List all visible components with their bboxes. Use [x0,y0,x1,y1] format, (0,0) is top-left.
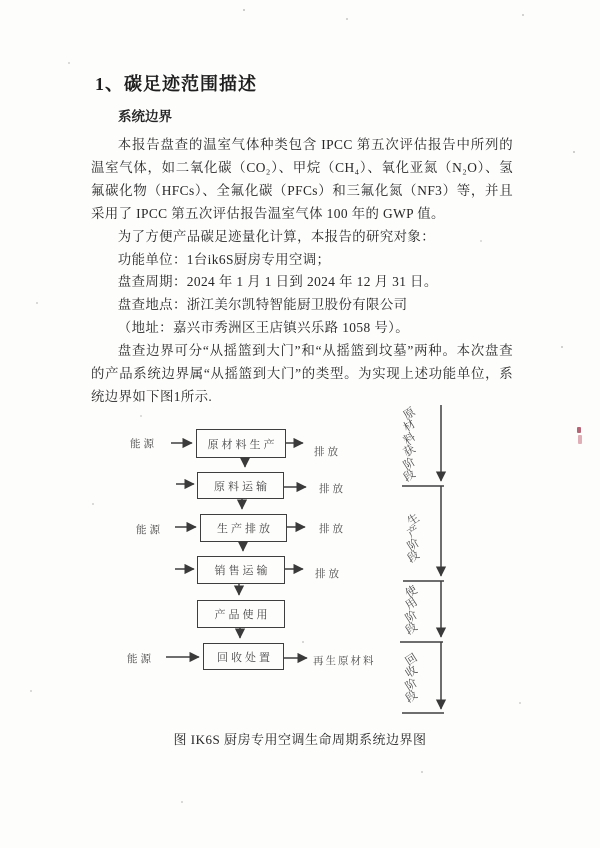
energy-label-1: 能源 [130,439,157,450]
process-box-recycle-disposal: 回收处置 [203,643,284,670]
line-inventory-period: 盘查周期：2024 年 1 月 1 日到 2024 年 12 月 31 日。 [117,274,438,290]
line-address: （地址：嘉兴市秀洲区王店镇兴乐路 1058 号）。 [117,320,409,336]
energy-label-2: 能源 [136,525,163,536]
process-box-material-transport: 原料运输 [197,472,284,499]
emission-label-1: 排放 [314,447,341,458]
line-functional-unit: 功能单位：1台ik6S厨房专用空调； [117,251,331,267]
section-heading: 1、碳足迹范围描述 [95,74,257,94]
stage-label-use: 使 用 阶 段 [403,584,420,638]
red-edge-mark-icon [578,435,582,444]
recycled-material-label: 再生原材料 [313,656,376,667]
emission-label-3: 排放 [319,524,346,535]
red-edge-mark-icon [577,427,581,433]
paragraph-boundary: 盘查边界可分“从摇篮到大门”和“从摇篮到坟墓”两种。本次盘查的产品系统边界属“从摇篮到大门”的类型。为实现上述功能单位，系统边界如下图1所示. [91,343,513,404]
line-inventory-location: 盘查地点：浙江美尔凯特智能厨卫股份有限公司 [117,297,408,313]
paragraph-objective: 为了方便产品碳足迹量化计算，本报告的研究对象： [117,228,435,244]
emission-label-2: 排放 [319,484,346,495]
stage-label-recycle: 回 收 阶 段 [403,652,420,706]
text-block [91,72,513,409]
process-box-sales-transport: 销售运输 [197,556,285,584]
stage-label-production: 生 产 阶 段 [405,512,422,566]
scan-noise-specks [0,0,2,2]
emission-label-4: 排放 [315,569,342,580]
energy-label-3: 能源 [127,654,154,665]
process-box-production-emission: 生产排放 [200,514,287,542]
process-box-raw-material-production: 原材料生产 [196,429,286,458]
paragraph-ghg-scope: 本报告盘查的温室气体种类包含 IPCC 第五次评估报告中所列的温室气体，如二氧化碳（CO₂）、甲烷（CH₄）、氧化亚氮（N₂O）、氢氟碳化物（HFCs）、全氟化碳（PFCs）和三氟化氮（NF3）等，并且采用了 IPCC 第五次评估报告温室气体 100 年的 GWP 值。 [91,137,513,221]
subsection-heading: 系统边界 [118,109,172,124]
figure-caption: 图 IK6S 厨房专用空调生命周期系统边界图 [173,732,427,747]
stage-label-raw-material-acquisition: 原 材 料 获 阶 段 [401,406,418,485]
process-box-product-use: 产品使用 [197,600,285,628]
